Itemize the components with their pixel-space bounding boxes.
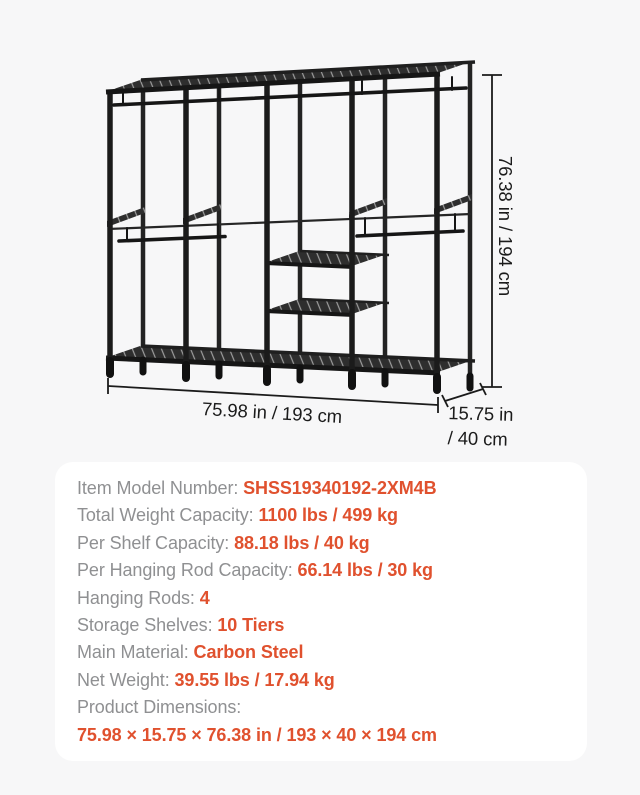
spec-label: Per Shelf Capacity:: [77, 532, 235, 553]
rack-front-posts: [110, 72, 437, 390]
spec-label: Main Material:: [77, 642, 194, 663]
rack-mid-rail: [108, 214, 471, 229]
spec-label: Storage Shelves:: [77, 615, 218, 636]
spec-label: Item Model Number:: [77, 478, 244, 498]
spec-value: 10 Tiers: [217, 615, 285, 636]
spec-row-material: [77, 639, 565, 666]
width-dimension-label: 75.98 in / 193 cm: [201, 397, 343, 428]
spec-row-product-dimensions-value: [77, 722, 565, 749]
spec-label: Total Weight Capacity:: [77, 505, 259, 526]
spec-label: Net Weight:: [77, 669, 175, 690]
spec-row-product-dimensions-label: [77, 694, 565, 721]
spec-value: Carbon Steel: [193, 642, 304, 663]
spec-value: 66.14 lbs / 30 kg: [297, 560, 433, 581]
spec-row-model: [77, 475, 565, 502]
rack-top-shelf: [106, 61, 475, 92]
spec-value: 88.18 lbs / 40 kg: [234, 532, 370, 553]
height-dimension-label: 76.38 in / 194 cm: [495, 155, 516, 297]
spec-row-rod-capacity: [77, 557, 565, 584]
rack-bottom-shelf: [106, 345, 475, 373]
spec-label: Product Dimensions:: [77, 697, 242, 718]
spec-row-net-weight: [77, 667, 565, 694]
spec-row-total-weight-capacity: [77, 502, 565, 529]
rack-center-shelves: [265, 250, 389, 315]
spec-row-shelf-capacity: [77, 530, 565, 557]
depth-dimension-line1: 15.75 in: [448, 402, 514, 425]
spec-row-hanging-rods: [77, 585, 565, 612]
spec-value: 4: [199, 587, 210, 608]
spec-row-storage-shelves: [77, 612, 565, 639]
spec-value: 39.55 lbs / 17.94 kg: [174, 669, 335, 690]
spec-value: SHSS19340192-2XM4B: [243, 478, 437, 498]
spec-label: Per Hanging Rod Capacity:: [77, 560, 298, 581]
depth-dimension-line2: / 40 cm: [447, 427, 508, 450]
spec-panel: [55, 462, 587, 761]
depth-dimension-label: [447, 400, 513, 452]
spec-value: 1100 lbs / 499 kg: [258, 505, 398, 526]
spec-label: Hanging Rods:: [77, 587, 200, 608]
spec-value: 75.98 × 15.75 × 76.38 in / 193 × 40 × 194 cm: [77, 724, 437, 745]
